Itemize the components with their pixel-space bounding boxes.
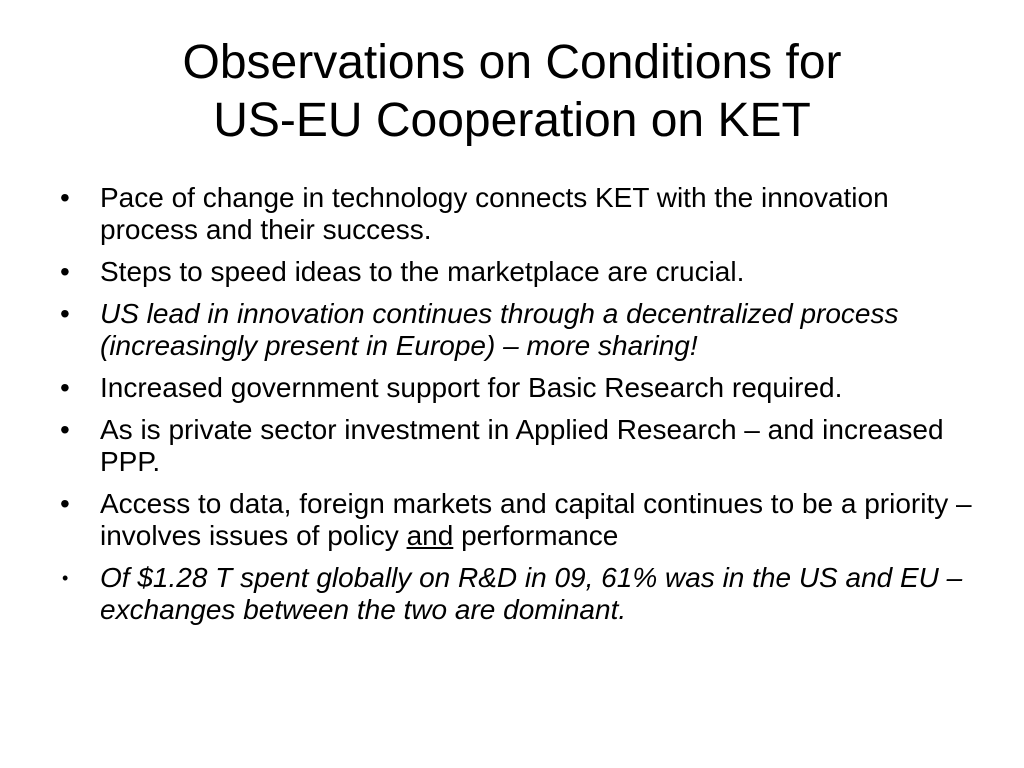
bullet-text: Steps to speed ideas to the marketplace are crucial. [100,256,745,287]
bullet-text: US lead in innovation continues through a decentralized process (increasingly present in Europe) – more sharing! [100,298,899,361]
bullet-text: Increased government support for Basic Research required. [100,372,843,403]
bullet-list [58,182,988,636]
bullet-item-rd-spending [58,562,988,626]
bullet-item-pace-of-change [58,182,988,246]
bullet-item-speed-ideas [58,256,988,288]
bullet-text-underlined: and [406,520,454,551]
bullet-item-basic-research [58,372,988,404]
slide-title [0,34,1024,150]
bullet-text-before: Access to data, foreign markets and capital continues to be a priority – involves issues of policy [100,488,972,551]
bullet-icon: • [60,372,70,403]
bullet-icon: • [60,182,70,213]
bullet-item-us-lead [58,298,988,362]
bullet-icon: • [60,414,70,445]
bullet-icon: • [60,298,70,329]
title-line-1: Observations on Conditions for [182,36,842,89]
bullet-icon: • [60,256,70,287]
bullet-text: Pace of change in technology connects KET with the innovation process and their success. [100,182,889,245]
bullet-item-access-to-data [58,488,988,552]
bullet-icon: • [60,488,70,519]
bullet-text: Of $1.28 T spent globally on R&D in 09, 61% was in the US and EU – exchanges between the two are dominant. [100,562,963,625]
bullet-item-applied-research [58,414,988,478]
title-line-2: US-EU Cooperation on KET [213,94,811,147]
bullet-icon: • [62,568,69,588]
bullet-text: As is private sector investment in Applied Research – and increased PPP. [100,414,944,477]
bullet-text [100,488,972,551]
bullet-text-after: performance [453,520,619,551]
